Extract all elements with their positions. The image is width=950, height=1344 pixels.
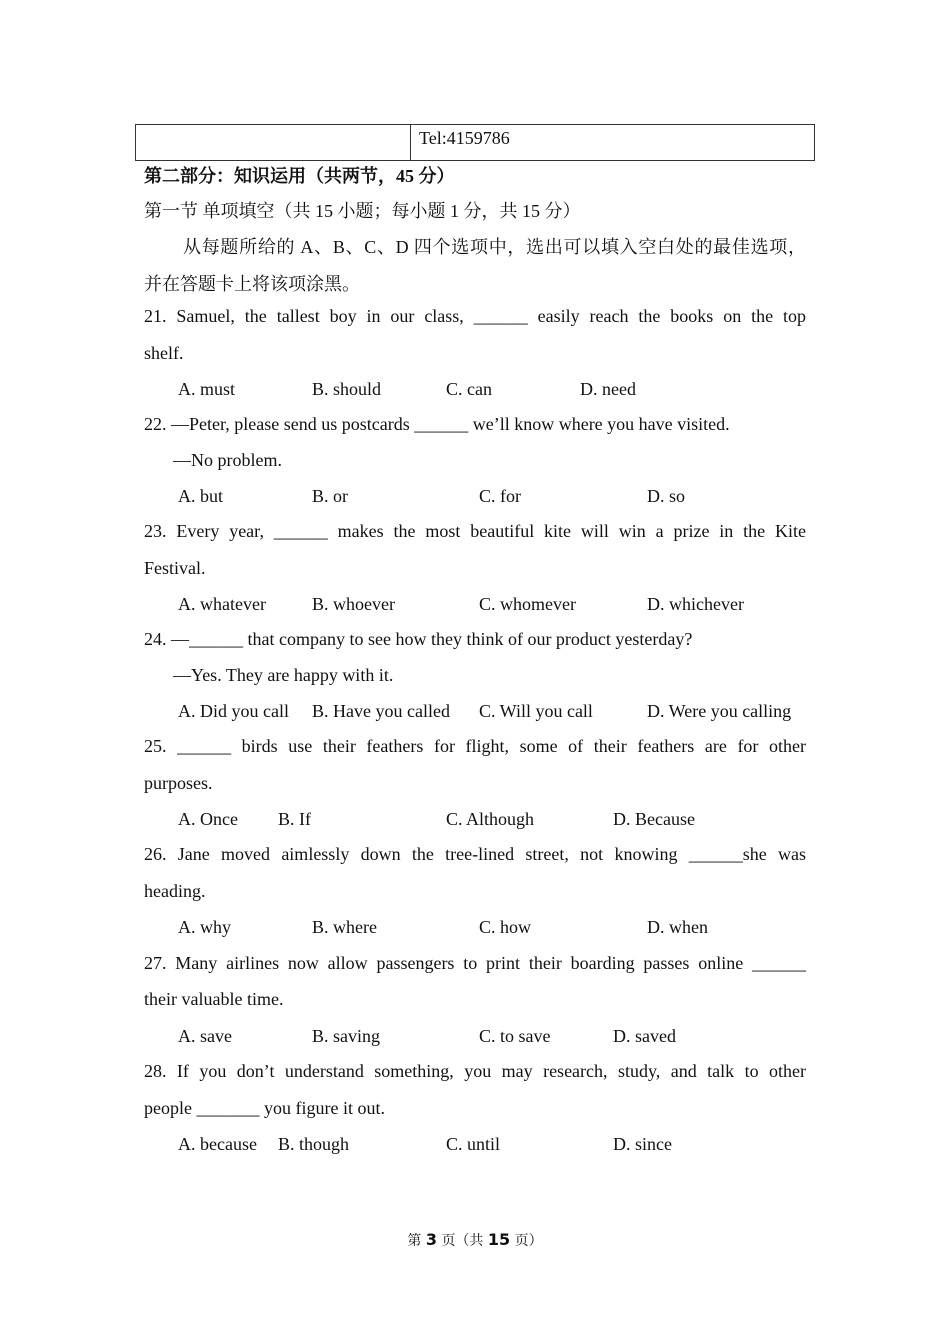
option-d[interactable]: D. saved xyxy=(613,1026,676,1046)
question-22-line-2: —No problem. xyxy=(173,450,282,470)
option-d[interactable]: D. need xyxy=(580,379,636,399)
option-d[interactable]: D. Were you calling xyxy=(647,701,792,721)
contact-table xyxy=(135,124,815,161)
option-b[interactable]: B. where xyxy=(312,917,377,937)
option-a[interactable]: A. save xyxy=(178,1026,232,1046)
option-d[interactable]: D. Because xyxy=(613,809,695,829)
option-b[interactable]: B. If xyxy=(278,809,311,829)
question-24-line-2: —Yes. They are happy with it. xyxy=(173,665,394,685)
option-c[interactable]: C. whomever xyxy=(479,594,576,614)
option-c[interactable]: C. how xyxy=(479,917,532,937)
section-subtitle: 第一节 单项填空（共 15 小题；每小题 1 分，共 15 分） xyxy=(144,201,581,221)
question-23-line-1: 23. Every year, ______ makes the most beautiful kite will win a prize in the Kite xyxy=(144,521,806,541)
question-23-line-2: Festival. xyxy=(144,558,206,578)
instruction-line-1: 从每题所给的 A、B、C、D 四个选项中，选出可以填入空白处的最佳选项， xyxy=(183,237,806,257)
footer-suffix: 页） xyxy=(514,1233,543,1249)
question-26-line-1: 26. Jane moved aimlessly down the tree-lined street, not knowing ______she was xyxy=(144,844,806,864)
option-b[interactable]: B. Have you called xyxy=(312,701,450,721)
option-a[interactable]: A. Did you call xyxy=(178,701,289,721)
option-b[interactable]: B. or xyxy=(312,486,348,506)
footer-page-number: 3 xyxy=(425,1230,437,1249)
question-24-line-1: 24. —______ that company to see how they think of our product yesterday? xyxy=(144,629,693,649)
option-d[interactable]: D. when xyxy=(647,917,708,937)
question-25-line-1: 25. ______ birds use their feathers for flight, some of their feathers are for other xyxy=(144,736,806,756)
table-cell-tel: Tel:4159786 xyxy=(419,128,510,148)
option-a[interactable]: A. why xyxy=(178,917,231,937)
option-b[interactable]: B. whoever xyxy=(312,594,395,614)
option-a[interactable]: A. must xyxy=(178,379,236,399)
option-b[interactable]: B. saving xyxy=(312,1026,381,1046)
footer-prefix: 第 xyxy=(407,1233,422,1249)
option-d[interactable]: D. whichever xyxy=(647,594,744,614)
question-21-line-2: shelf. xyxy=(144,343,184,363)
option-a[interactable]: A. Once xyxy=(178,809,238,829)
option-c[interactable]: C. can xyxy=(446,379,492,399)
question-25-line-2: purposes. xyxy=(144,773,213,793)
option-b[interactable]: B. should xyxy=(312,379,382,399)
question-28-line-2: people _______ you figure it out. xyxy=(144,1098,385,1118)
footer-middle: 页（共 xyxy=(441,1233,484,1249)
option-a[interactable]: A. whatever xyxy=(178,594,266,614)
option-c[interactable]: C. Although xyxy=(446,809,535,829)
footer-total-pages: 15 xyxy=(487,1230,511,1249)
question-27-line-1: 27. Many airlines now allow passengers to print their boarding passes online ______ xyxy=(144,953,806,973)
question-27-line-2: their valuable time. xyxy=(144,989,284,1009)
option-d[interactable]: D. so xyxy=(647,486,686,506)
question-21-line-1: 21. Samuel, the tallest boy in our class, ______ easily reach the books on the top xyxy=(144,306,806,326)
page-footer xyxy=(0,1230,950,1250)
option-c[interactable]: C. for xyxy=(479,486,521,506)
option-b[interactable]: B. though xyxy=(278,1134,350,1154)
option-c[interactable]: C. to save xyxy=(479,1026,551,1046)
option-a[interactable]: A. because xyxy=(178,1134,257,1154)
question-26-line-2: heading. xyxy=(144,881,206,901)
table-cell-empty xyxy=(136,125,411,160)
question-28-line-1: 28. If you don’t understand something, you may research, study, and talk to other xyxy=(144,1061,806,1081)
option-d[interactable]: D. since xyxy=(613,1134,672,1154)
option-c[interactable]: C. until xyxy=(446,1134,501,1154)
question-22-line-1: 22. —Peter, please send us postcards ______ we’ll know where you have visited. xyxy=(144,414,730,434)
option-c[interactable]: C. Will you call xyxy=(479,701,593,721)
section-title: 第二部分：知识运用（共两节，45 分） xyxy=(144,166,455,186)
option-a[interactable]: A. but xyxy=(178,486,223,506)
instruction-line-2: 并在答题卡上将该项涂黑。 xyxy=(144,274,360,294)
